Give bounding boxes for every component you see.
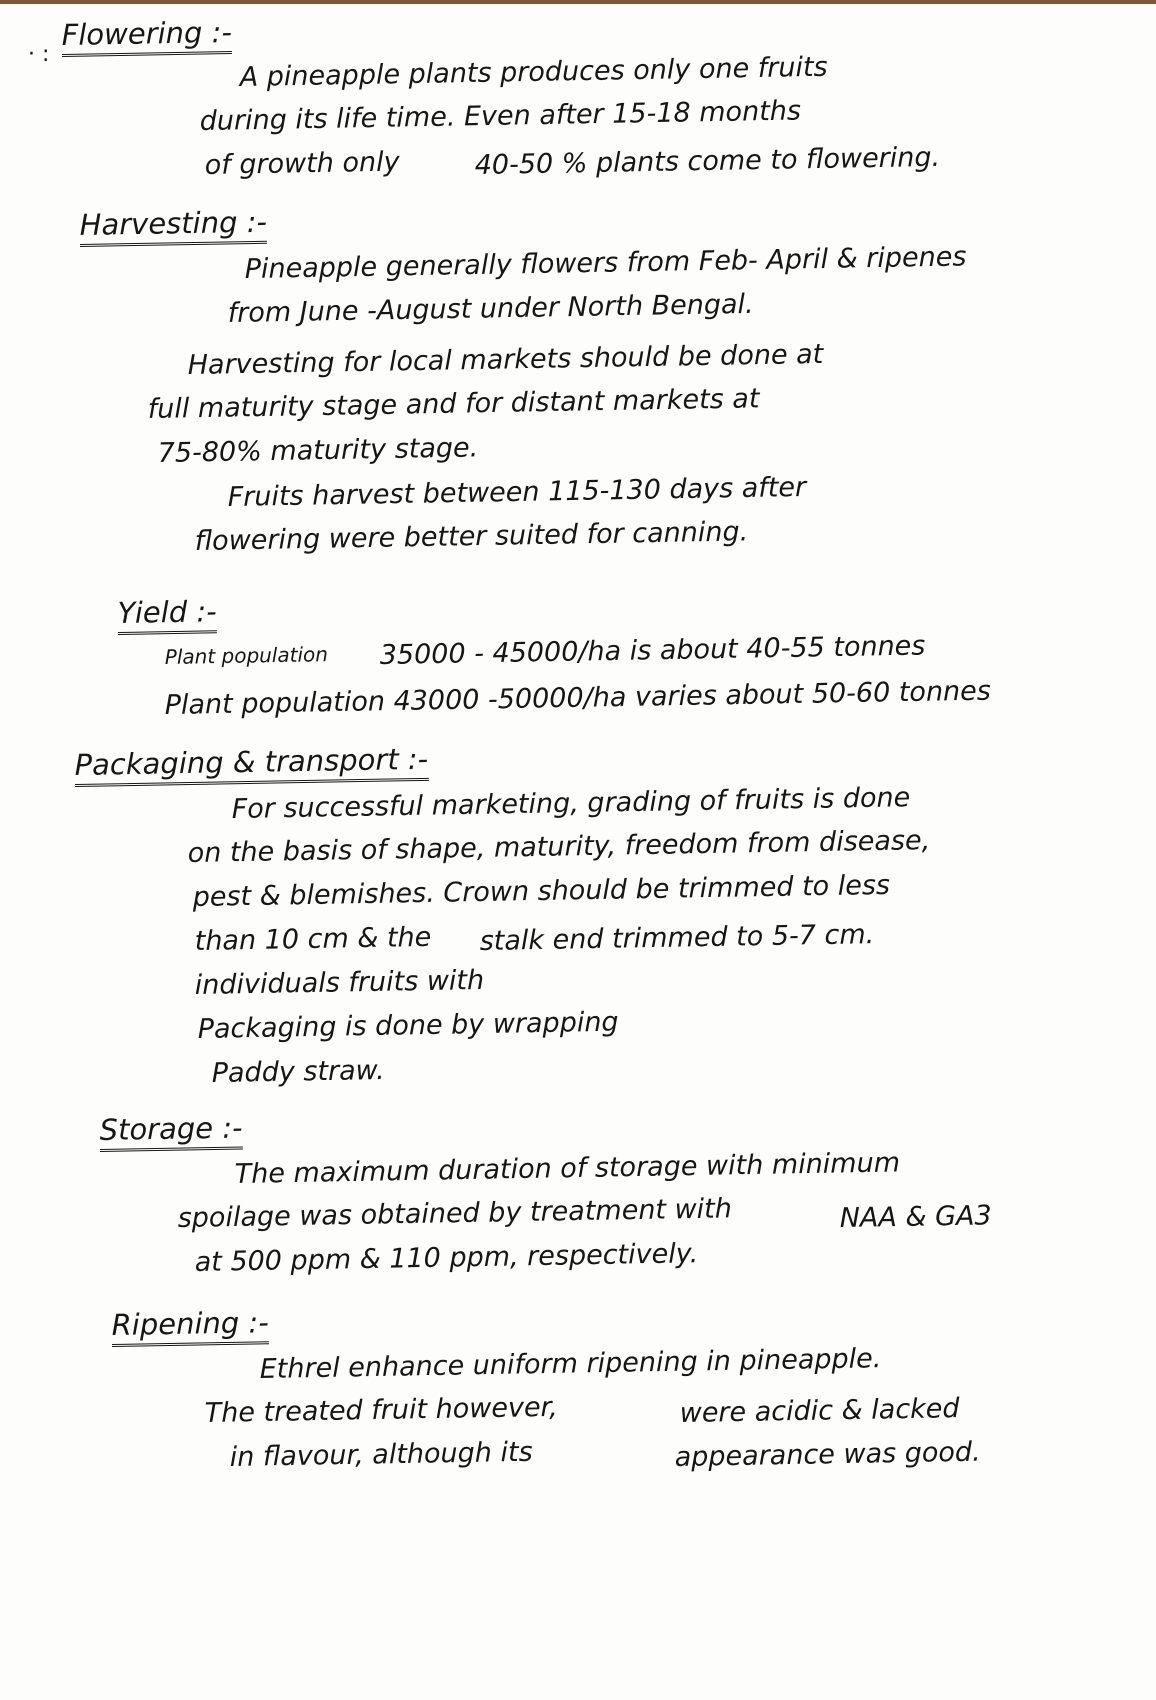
text-line: Ethrel enhance uniform ripening in pineapple. [259,1343,882,1386]
text-line: A pineapple plants produces only one fruits [239,51,828,94]
heading-packaging: Packaging & transport :- [74,742,428,787]
text-line: Paddy straw. [211,1054,385,1090]
text-line: For successful marketing, grading of fruits is done [231,782,911,826]
text-line: NAA & GA3 [839,1200,992,1235]
text-line: during its life time. Even after 15-18 months [199,95,802,138]
text-line: than 10 cm & the [194,921,432,958]
text-line: Harvesting for local markets should be done at [187,338,824,382]
text-line: stalk end trimmed to 5-7 cm. [479,919,875,958]
text-line: of growth only [204,146,400,182]
text-line: full maturity stage and for distant markets at [147,383,760,426]
text-line: spoilage was obtained by treatment with [177,1193,733,1235]
text-line: The maximum duration of storage with minimum [234,1147,901,1191]
text-line: Fruits harvest between 115-130 days after [227,471,807,514]
text-line: in flavour, although its [229,1436,533,1474]
heading-harvesting: Harvesting :- [79,205,267,247]
text-line: 40-50 % plants come to flowering. [474,141,941,182]
text-line: The treated fruit however, [204,1391,559,1430]
heading-flowering: Flowering :- [61,15,232,57]
text-line: flowering were better suited for canning. [194,516,749,558]
text-line: Pineapple generally flowers from Feb- April & ripenes [244,241,967,286]
text-line: pest & blemishes. Crown should be trimmed to less [192,869,891,914]
text-line: on the basis of shape, maturity, freedom from disease, [187,825,931,870]
text-line: from June -August under North Bengal. [227,288,754,330]
heading-ripening: Ripening :- [111,1305,269,1347]
text-line: 35000 - 45000/ha is about 40-55 tonnes [379,630,926,672]
text-line: Plant population [164,642,329,670]
text-line: at 500 ppm & 110 ppm, respectively. [194,1238,699,1279]
heading-yield: Yield :- [117,594,217,635]
text-line: individuals fruits with [194,964,485,1002]
text-line: Packaging is done by wrapping [197,1006,619,1046]
text-line: appearance was good. [674,1436,981,1474]
text-line: Plant population 43000 -50000/ha varies about 50-60 tonnes [164,675,992,722]
page-edge [0,0,1156,4]
heading-storage: Storage :- [99,1111,243,1152]
text-line: 75-80% maturity stage. [157,432,479,470]
margin-dots: · : [28,42,50,67]
text-line: were acidic & lacked [679,1393,960,1430]
